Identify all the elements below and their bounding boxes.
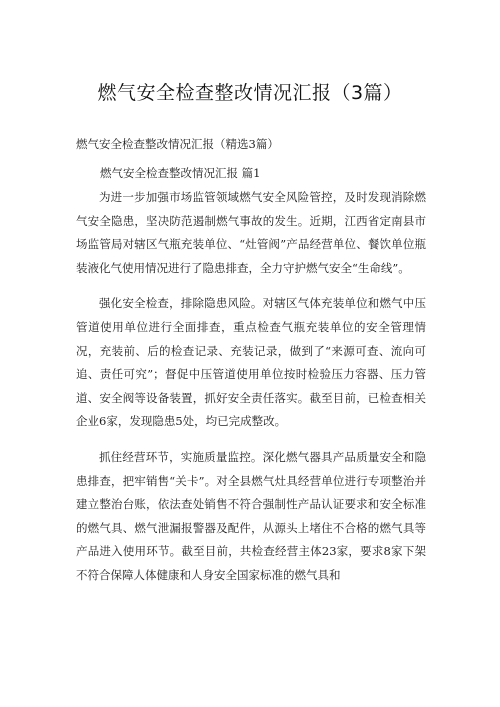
body-text [76, 186, 426, 600]
document-subtitle: 燃气安全检查整改情况汇报（精选3篇） [76, 137, 279, 151]
document-title: 燃气安全检查整改情况汇报（3篇） [97, 82, 403, 104]
paragraph-3: 抓住经营环节，实施质量监控。深化燃气器具产品质量安全和隐患排查，把牢销售“关卡”。对全县燃气灶具经营单位进行专项整治并建立整治台账，依法查处销售不符合强制性产品认证要求和安全标准的燃气具、燃气泄漏报警器及配件，从源头上堵住不合格的燃气具等产品进入使用环节。截至目前，共检查经营主体23家，要求8家下架不符合保障人体健康和人身安全国家标准的燃气具和 [76, 449, 426, 582]
paragraph-1: 为进一步加强市场监管领域燃气安全风险管控，及时发现消除燃气安全隐患，坚决防范遏制燃气事故的发生。近期，江西省定南县市场监管局对辖区气瓶充装单位、“灶管阀”产品经营单位、餐饮单位瓶装液化气使用情况进行了隐患排查，全力守护燃气安全“生命线”。 [76, 190, 426, 275]
paragraph-2: 强化安全检查，排除隐患风险。对辖区气体充装单位和燃气中压管道使用单位进行全面排查，重点检查气瓶充装单位的安全管理情况，充装前、后的检查记录、充装记录，做到了“来源可查、流向可追、责任可究”；督促中压管道使用单位按时检验压力容器、压力管道、安全阀等设备装置，抓好安全责任落实。截至目前，已检查相关企业6家，发现隐患5处，均已完成整改。 [76, 296, 426, 429]
section-heading: 燃气安全检查整改情况汇报 篇1 [100, 166, 261, 180]
